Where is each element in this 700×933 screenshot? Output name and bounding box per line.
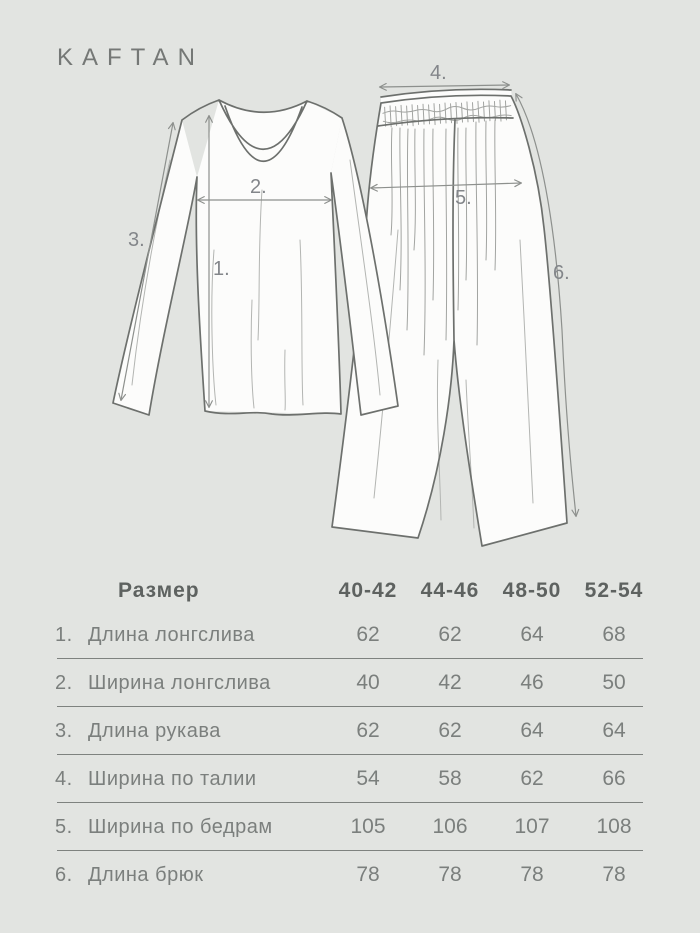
row-number: 4. <box>55 767 73 790</box>
row-number: 3. <box>55 719 73 742</box>
row-value: 62 <box>356 623 380 646</box>
row-value: 50 <box>602 671 626 694</box>
row-number: 2. <box>55 671 73 694</box>
row-value: 42 <box>438 671 462 694</box>
row-number: 6. <box>55 863 73 886</box>
row-label: Ширина по бедрам <box>88 815 273 838</box>
row-value: 64 <box>602 719 626 742</box>
row-value: 66 <box>602 767 626 790</box>
row-number: 5. <box>55 815 73 838</box>
size-col-header: 40-42 <box>338 579 398 602</box>
row-value: 68 <box>602 623 626 646</box>
size-table-header-row <box>55 571 655 611</box>
label-4: 4. <box>430 62 447 84</box>
shirt-body-fill <box>196 100 342 414</box>
shirt-left-sleeve-fill <box>113 120 197 415</box>
table-row <box>55 707 655 755</box>
measure-line-4 <box>380 85 509 87</box>
row-value: 46 <box>520 671 544 694</box>
label-5: 5. <box>455 187 472 209</box>
row-value: 40 <box>356 671 380 694</box>
table-row <box>55 803 655 851</box>
row-value: 107 <box>514 815 550 838</box>
row-value: 62 <box>520 767 544 790</box>
label-1: 1. <box>213 258 230 280</box>
row-value: 108 <box>596 815 632 838</box>
row-value: 62 <box>356 719 380 742</box>
row-label: Длина лонгслива <box>88 623 255 646</box>
row-label: Длина брюк <box>88 863 204 886</box>
row-value: 78 <box>602 863 626 886</box>
row-value: 64 <box>520 719 544 742</box>
row-value: 105 <box>350 815 386 838</box>
row-value: 78 <box>356 863 380 886</box>
size-table <box>55 571 655 899</box>
row-value: 58 <box>438 767 462 790</box>
label-3: 3. <box>128 229 145 251</box>
size-table-title: Размер <box>118 579 200 602</box>
row-value: 106 <box>432 815 468 838</box>
row-label: Ширина по талии <box>88 767 257 790</box>
table-row <box>55 755 655 803</box>
row-value: 64 <box>520 623 544 646</box>
shirt-drawing <box>113 100 398 415</box>
label-2: 2. <box>250 176 267 198</box>
row-number: 1. <box>55 623 73 646</box>
table-row <box>55 611 655 659</box>
row-value: 54 <box>356 767 380 790</box>
size-col-header: 44-46 <box>420 579 480 602</box>
table-row <box>55 659 655 707</box>
row-value: 78 <box>520 863 544 886</box>
size-col-header: 48-50 <box>502 579 562 602</box>
row-value: 62 <box>438 719 462 742</box>
brand-logo: KAFTAN <box>57 44 204 71</box>
label-6: 6. <box>553 262 570 284</box>
row-value: 62 <box>438 623 462 646</box>
row-label: Длина рукава <box>88 719 221 742</box>
row-value: 78 <box>438 863 462 886</box>
size-col-header: 52-54 <box>584 579 644 602</box>
row-label: Ширина лонгслива <box>88 671 271 694</box>
table-row <box>55 851 655 899</box>
